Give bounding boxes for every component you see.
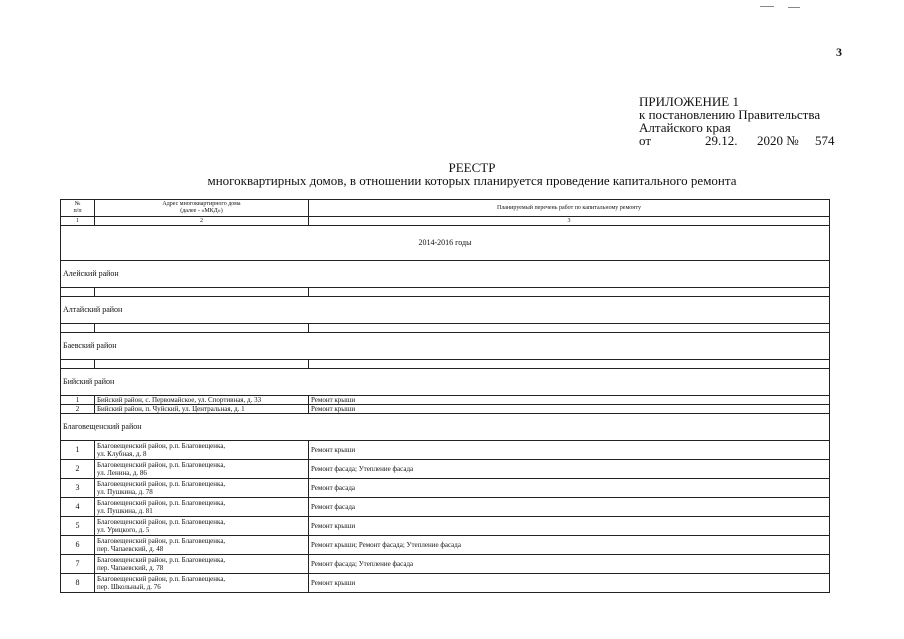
period-row: 2014-2016 годы	[61, 226, 830, 261]
header-work: Планируемый перечень работ по капитальному ремонту	[309, 200, 830, 217]
column-index-row: 1 2 3	[61, 217, 830, 226]
register-table	[60, 199, 830, 593]
table-header	[61, 200, 830, 217]
appendix-line: Алтайского края	[639, 120, 731, 135]
table-row: 5 Благовещенский район, р.п. Благовещенка, ул. Урицкого, д. 5 Ремонт крыши	[61, 517, 830, 536]
table-row: 3 Благовещенский район, р.п. Благовещенка, ул. Пушкина, д. 78 Ремонт фасада	[61, 479, 830, 498]
table-row: 1 Бийский район, с. Первомайское, ул. Спортивная, д. 33 Ремонт крыши	[61, 396, 830, 405]
table-row	[61, 360, 830, 369]
appendix-date-line	[639, 133, 835, 148]
district-row: Благовещенский район	[61, 414, 830, 441]
register-title: РЕЕСТР	[448, 160, 496, 175]
district-row: Бийский район	[61, 369, 830, 396]
register-subtitle: многоквартирных домов, в отношении которых планируется проведение капитального ремонта	[207, 173, 737, 188]
decree-date: 29.12.	[705, 133, 738, 148]
district-row: Алтайский район	[61, 297, 830, 324]
header-address: Адрес многоквартирного дома (далее - «МКД»)	[95, 200, 309, 217]
table-row	[61, 324, 830, 333]
appendix-title: ПРИЛОЖЕНИЕ 1	[639, 94, 739, 109]
table-row: 2 Бийский район, п. Чуйский, ул. Центральная, д. 1 Ремонт крыши	[61, 405, 830, 414]
scan-artifact	[760, 6, 774, 7]
page-number: 3	[836, 45, 842, 59]
date-prefix: от	[639, 133, 652, 148]
district-row: Алейский район	[61, 261, 830, 288]
table-row: 7 Благовещенский район, р.п. Благовещенка, пер. Чапаевский, д. 78 Ремонт фасада; Утепление фасада	[61, 555, 830, 574]
table-row: 2 Благовещенский район, р.п. Благовещенка, ул. Ленина, д. 86 Ремонт фасада; Утепление фасада	[61, 460, 830, 479]
table-row	[61, 288, 830, 297]
decree-number: 574	[815, 133, 835, 148]
district-row: Баевский район	[61, 333, 830, 360]
appendix-line: к постановлению Правительства	[639, 107, 821, 122]
table-row: 8 Благовещенский район, р.п. Благовещенка, пер. Школьный, д. 76 Ремонт крыши	[61, 574, 830, 593]
table-row: 1 Благовещенский район, р.п. Благовещенка, ул. Клубная, д. 8 Ремонт крыши	[61, 441, 830, 460]
scan-artifact	[788, 7, 800, 8]
table-row: 4 Благовещенский район, р.п. Благовещенка, ул. Пушкина, д. 81 Ремонт фасада	[61, 498, 830, 517]
decree-year-no: 2020 №	[757, 133, 799, 148]
appendix-block	[639, 94, 835, 148]
table-row: 6 Благовещенский район, р.п. Благовещенка, пер. Чапаевский, д. 48 Ремонт крыши; Ремонт фасада; Утепление фасада	[61, 536, 830, 555]
header-num: № п/п	[61, 200, 95, 217]
